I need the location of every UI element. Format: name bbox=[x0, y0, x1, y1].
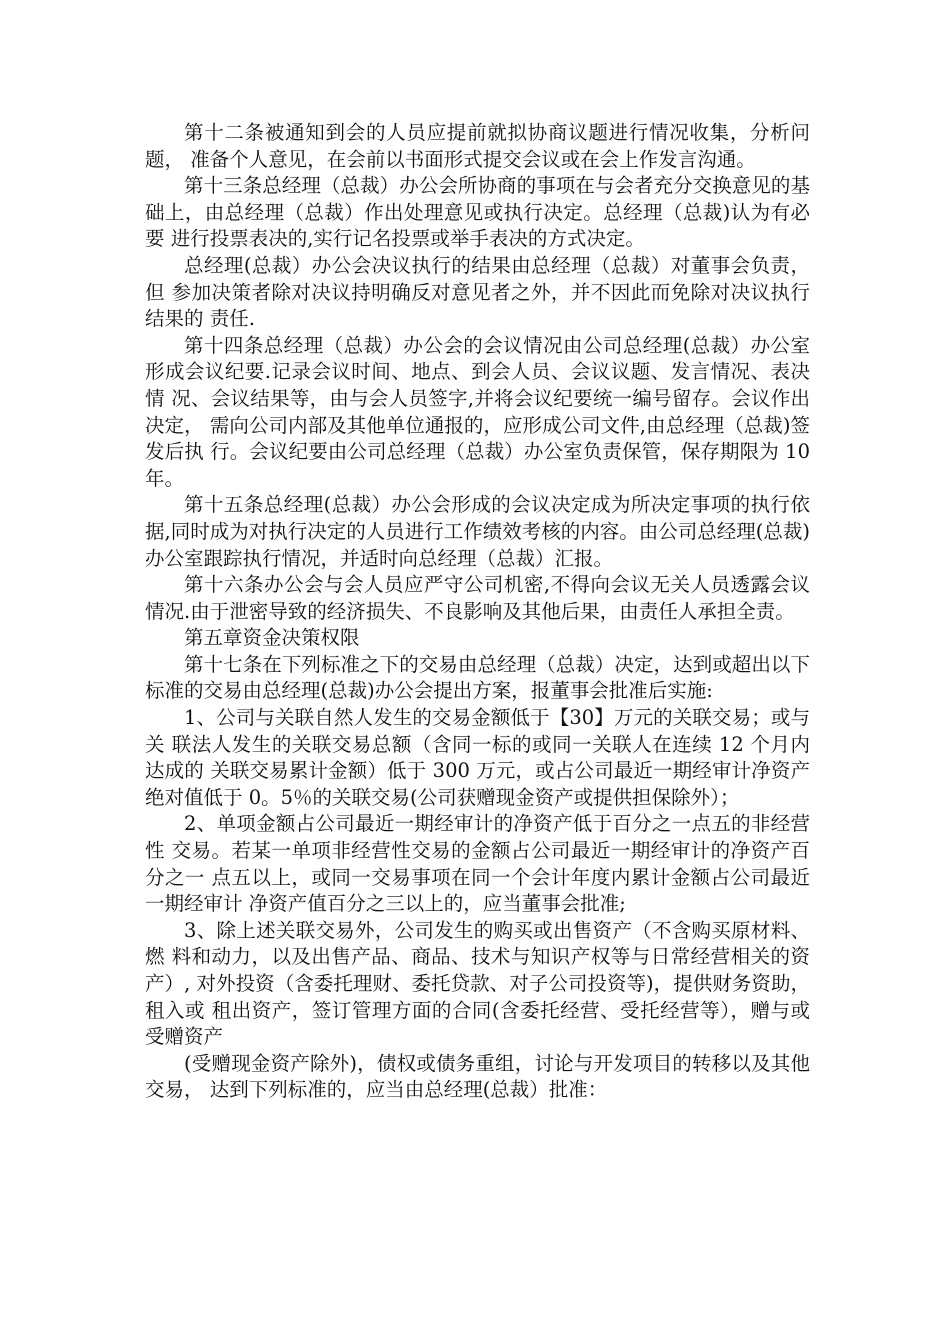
list-item-1: 1、公司与关联自然人发生的交易金额低于【30】万元的关联交易；或与关 联法人发生的关联交易总额（含同一标的或同一关联人在连续 12 个月内达成的 关联交易累计金额）低于 300 万元，或占公司最近一期经审计净资产绝对值低于 0。5％的关联交易(公司获赠现金资产或提供担保除外）； bbox=[145, 706, 810, 809]
chapter-heading: 第五章资金决策权限 bbox=[184, 626, 360, 650]
paragraph-article-12: 第十二条被通知到会的人员应提前就拟协商议题进行情况收集，分析问题， 准备个人意见，在会前以书面形式提交会议或在会上作发言沟通。 bbox=[145, 121, 810, 171]
paragraph-article-16: 第十六条办公会与会人员应严守公司机密,不得向会议无关人员透露会议 情况.由于泄密导致的经济损失、不良影响及其他后果，由责任人承担全责。 bbox=[145, 573, 810, 623]
paragraph-article-15: 第十五条总经理(总裁）办公会形成的会议决定成为所决定事项的执行依 据,同时成为对执行决定的人员进行工作绩效考核的内容。由公司总经理(总裁) 办公室跟踪执行情况，并适时向总经理（总裁）汇报。 bbox=[145, 493, 810, 570]
document-body bbox=[145, 120, 810, 1104]
list-item-3: 3、除上述关联交易外，公司发生的购买或出售资产（不含购买原材料、燃 料和动力，以及出售产品、商品、技术与知识产权等与日常经营相关的资产）, 对外投资（含委托理财、委托贷款、对子公司投资等)，提供财务资助，租入或 租出资产，签订管理方面的合同(含委托经营、受托经营等），赠与或受赠资产 bbox=[145, 918, 810, 1049]
list-item-3-continued: (受赠现金资产除外)，债权或债务重组，讨论与开发项目的转移以及其他交易， 达到下列标准的，应当由总经理(总裁）批准： bbox=[145, 1051, 810, 1102]
paragraph-article-13: 第十三条总经理（总裁）办公会所协商的事项在与会者充分交换意见的基 础上，由总经理（总裁）作出处理意见或执行决定。总经理（总裁)认为有必要 进行投票表决的,实行记名投票或举手表决的方式决定。 bbox=[145, 174, 810, 251]
paragraph-article-17: 第十七条在下列标准之下的交易由总经理（总裁）决定，达到或超出以下 标准的交易由总经理(总裁)办公会提出方案，报董事会批准后实施: bbox=[145, 652, 810, 703]
list-item-2: 2、单项金额占公司最近一期经审计的净资产低于百分之一点五的非经营性 交易。若某一单项非经营性交易的金额占公司最近一期经审计的净资产百分之一 点五以上，或同一交易事项在同一个会计年度内累计金额占公司最近一期经审计 净资产值百分之三以上的，应当董事会批准; bbox=[145, 812, 810, 916]
paragraph-article-14: 第十四条总经理（总裁）办公会的会议情况由公司总经理(总裁）办公室 形成会议纪要.记录会议时间、地点、到会人员、会议议题、发言情况、表决情 况、会议结果等，由与会人员签字,并将会议纪要统一编号留存。会议作出决定， 需向公司内部及其他单位通报的，应形成公司文件,由总经理（总裁)签发后执 行。会议纪要由公司总经理（总裁）办公室负责保管，保存期限为 10 年。 bbox=[145, 333, 810, 490]
paragraph-resolution-responsibility: 总经理(总裁）办公会决议执行的结果由总经理（总裁）对董事会负责，但 参加决策者除对决议持明确反对意见者之外，并不因此而免除对决议执行结果的 责任. bbox=[145, 253, 810, 331]
